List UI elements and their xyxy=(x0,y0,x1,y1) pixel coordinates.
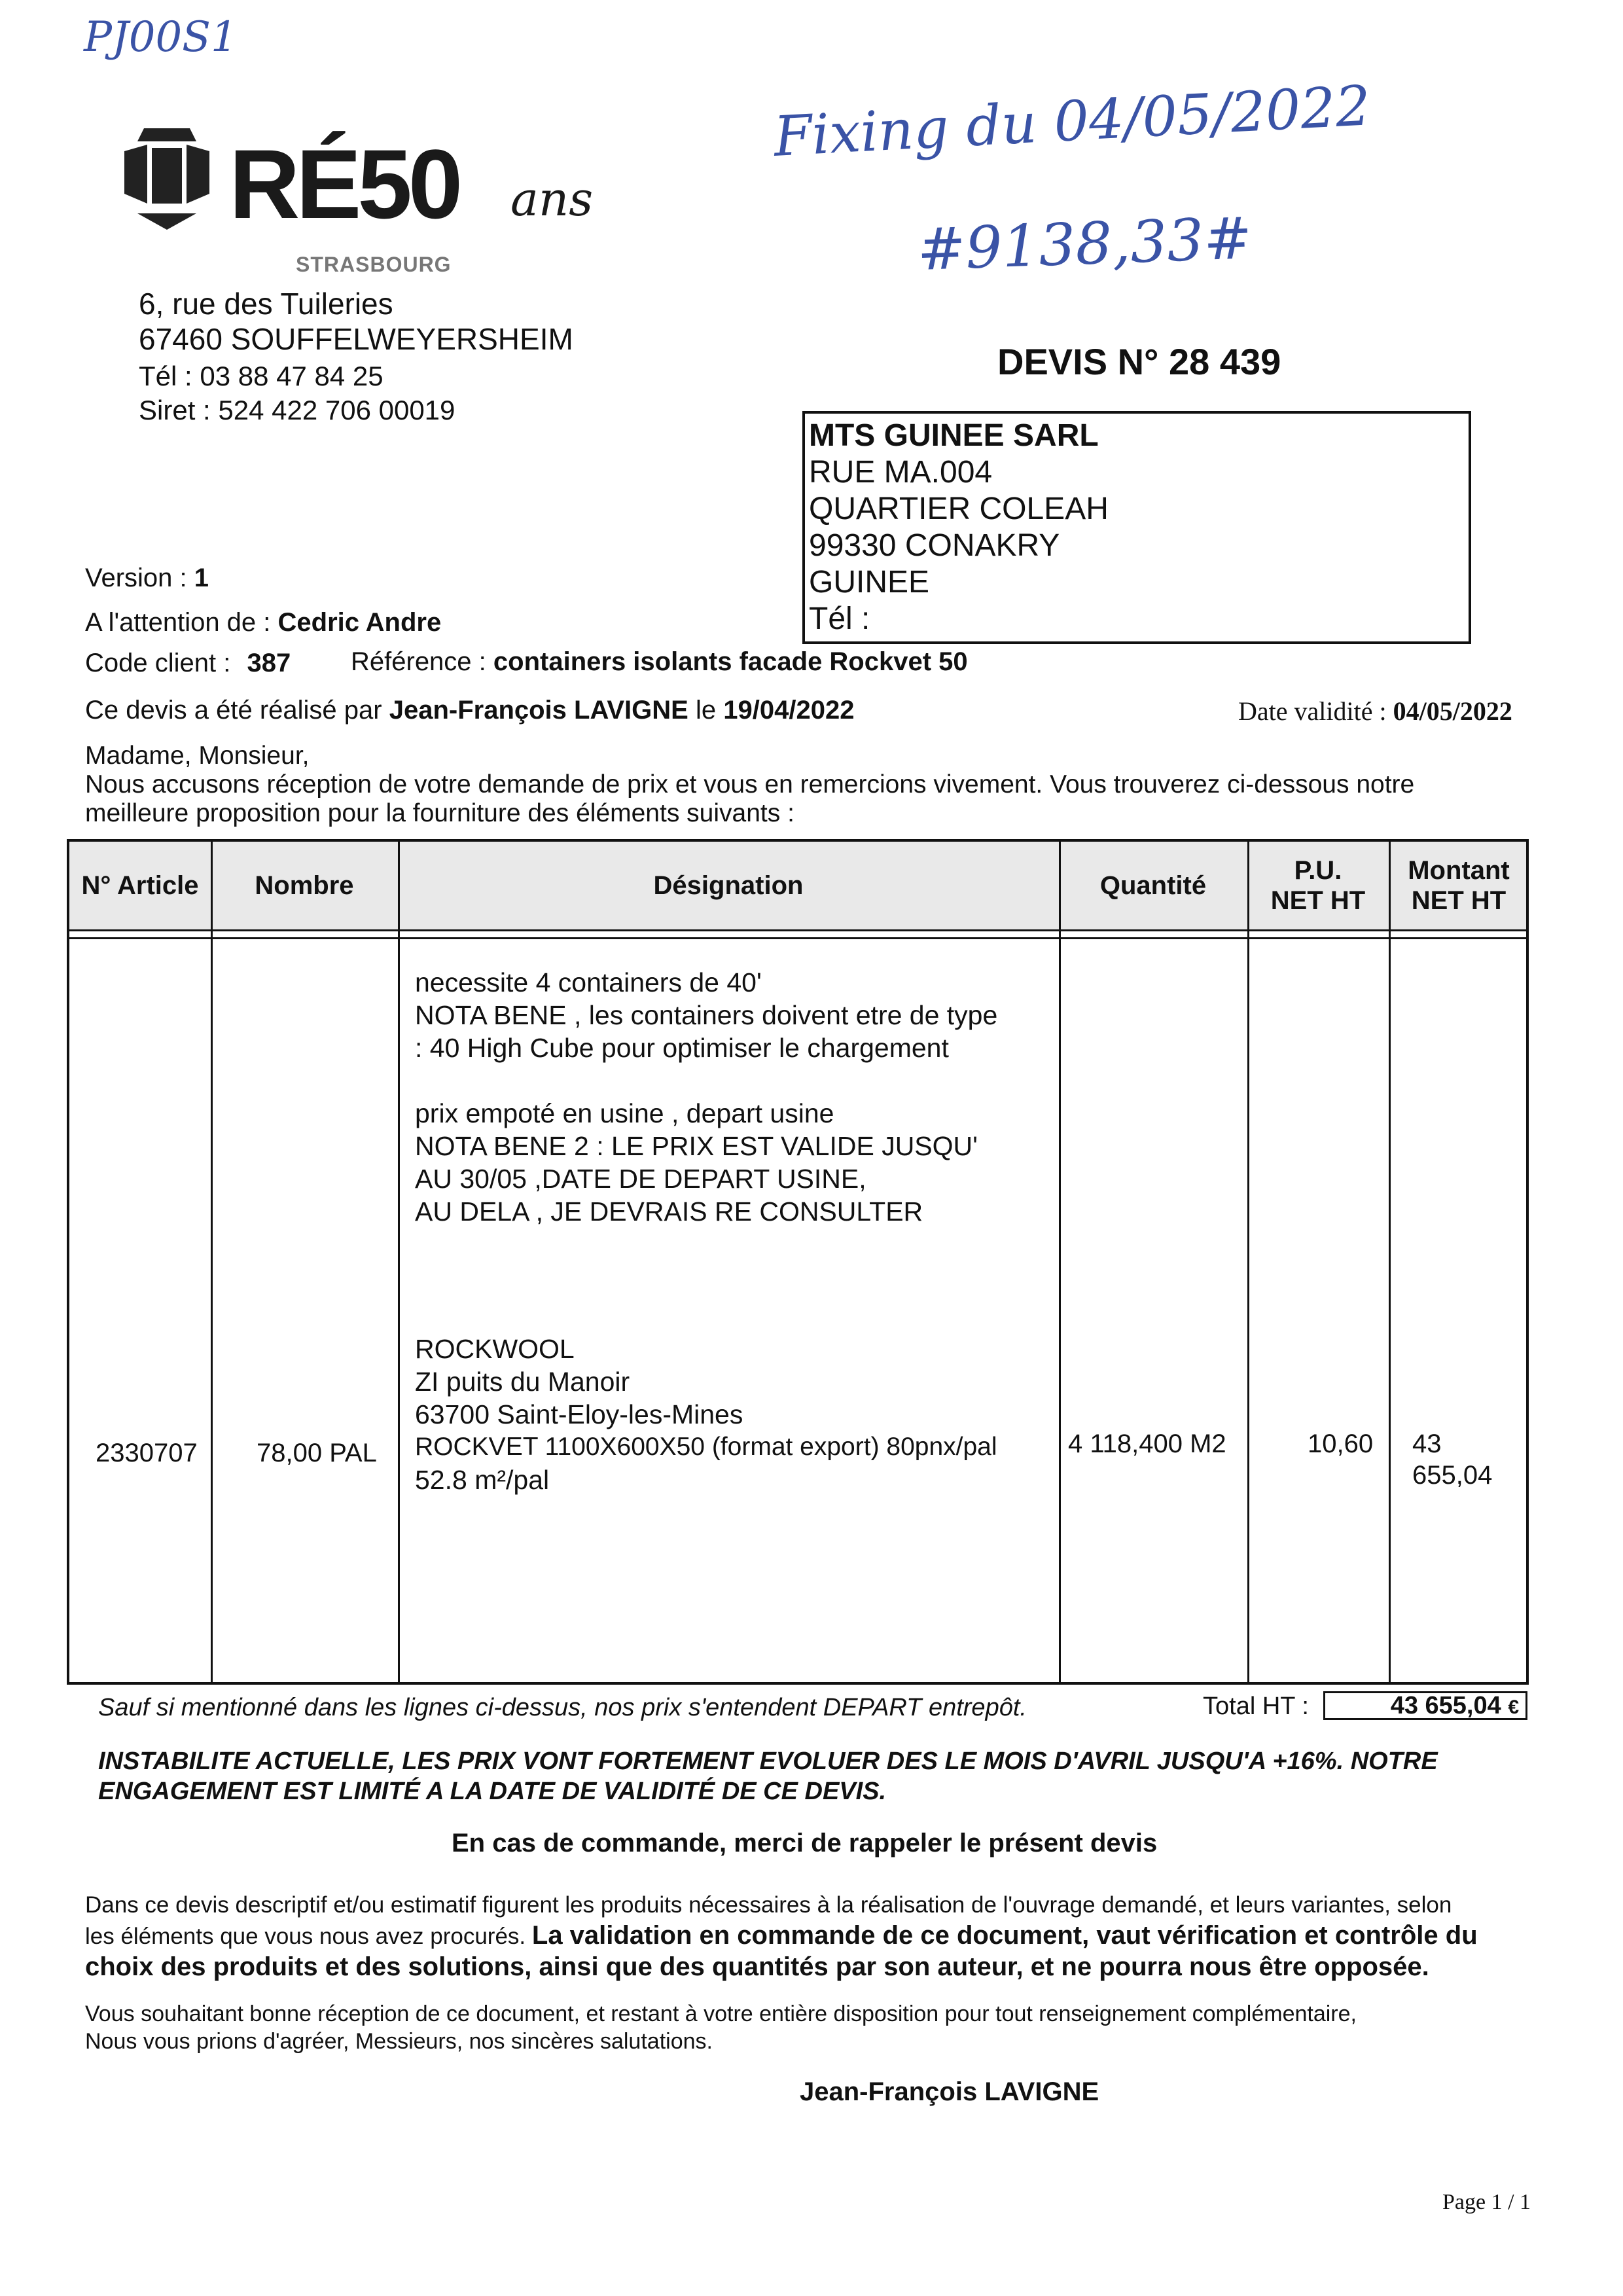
items-table xyxy=(67,839,1529,1685)
company-logo xyxy=(118,122,615,246)
legal-line-3: choix des produits et des solutions, ainsi que des quantités par son auteur, et ne pourra nous être opposée. xyxy=(85,1952,1429,1981)
company-city: 67460 SOUFFELWEYERSHEIM xyxy=(139,322,573,356)
header-nombre: Nombre xyxy=(255,871,354,900)
devis-title: DEVIS N° 28 439 xyxy=(997,341,1281,382)
attention-value: Cedric Andre xyxy=(277,608,442,637)
client-code-line xyxy=(85,645,291,681)
header-pu-line-1: P.U. xyxy=(1294,856,1342,885)
note-line: prix empoté en usine , depart usine xyxy=(415,1098,834,1128)
note-line: necessite 4 containers de 40' xyxy=(415,967,762,997)
row-montant: 43 655,04 xyxy=(1412,1429,1493,1490)
header-montant-line-1: Montant xyxy=(1408,856,1510,885)
author-le: le xyxy=(695,696,717,725)
total-currency: € xyxy=(1508,1696,1519,1718)
reference-label: Référence : xyxy=(351,647,486,676)
handwritten-fixing-note: Fixing du 04/05/2022 xyxy=(772,73,1372,169)
legal-line-2 xyxy=(85,1920,1538,1952)
header-designation: Désignation xyxy=(653,871,804,900)
closing-line-2: Nous vous prions d'agréer, Messieurs, nos sincères salutations. xyxy=(85,2029,713,2054)
price-mention: Sauf si mentionné dans les lignes ci-dessus, nos prix s'entendent DEPART entrepôt. xyxy=(98,1694,1027,1721)
client-district: QUARTIER COLEAH xyxy=(809,492,1109,526)
company-phone: Tél : 03 88 47 84 25 xyxy=(139,361,383,391)
intro-line-1: Nous accusons réception de votre demande de prix et vous en remercions vivement. Vous trouverez ci-dessous notre xyxy=(85,770,1415,798)
header-pu-line-2: NET HT xyxy=(1270,886,1366,915)
note-line: AU DELA , JE DEVRAIS RE CONSULTER xyxy=(415,1196,923,1227)
logo-city: STRASBOURG xyxy=(296,253,452,276)
header-montant xyxy=(1389,842,1529,929)
designation-line: 63700 Saint-Eloy-les-Mines xyxy=(415,1399,743,1429)
note-line: : 40 High Cube pour optimiser le chargement xyxy=(415,1033,949,1063)
validity-line xyxy=(1238,695,1512,728)
client-address-box xyxy=(802,411,1471,644)
designation-line: ZI puits du Manoir xyxy=(415,1367,630,1397)
company-street: 6, rue des Tuileries xyxy=(139,287,393,321)
client-street: RUE MA.004 xyxy=(809,455,993,490)
designation-line: ROCKWOOL xyxy=(415,1334,575,1364)
row-designation xyxy=(415,1333,1056,1496)
closing-text xyxy=(85,2000,1357,2055)
designation-line: ROCKVET 1100X600X50 (format export) 80pnx/pal xyxy=(415,1433,997,1461)
row-pu: 10,60 xyxy=(1308,1429,1374,1458)
client-city: 99330 CONAKRY xyxy=(809,528,1060,563)
client-code-value: 387 xyxy=(247,649,291,677)
validity-label: Date validité : xyxy=(1238,696,1387,726)
handwritten-amount: #9138,33# xyxy=(916,204,1253,283)
handwritten-reference: PJ00S1 xyxy=(84,13,238,62)
reference-value: containers isolants facade Rockvet 50 xyxy=(493,647,968,676)
legal-line-2b: La validation en commande de ce document, vaut vérification et contrôle du xyxy=(531,1921,1478,1950)
version-label: Version : xyxy=(85,564,187,592)
company-siret: Siret : 524 422 706 00019 xyxy=(139,395,455,425)
order-recall-note: En cas de commande, merci de rappeler le présent devis xyxy=(452,1829,1158,1857)
header-article: N° Article xyxy=(81,871,199,900)
designation-notes xyxy=(415,966,1056,1228)
note-line: NOTA BENE , les containers doivent etre de type xyxy=(415,1000,998,1030)
designation-line: 52.8 m²/pal xyxy=(415,1465,550,1495)
note-line: AU 30/05 ,DATE DE DEPART USINE, xyxy=(415,1164,866,1194)
attention-label: A l'attention de : xyxy=(85,608,271,637)
signature-name: Jean-François LAVIGNE xyxy=(800,2077,1099,2106)
row-nombre: 78,00 PAL xyxy=(257,1439,377,1467)
logo-cube-icon xyxy=(118,122,216,233)
attention-line xyxy=(85,605,441,640)
row-quantite: 4 118,400 M2 xyxy=(1068,1429,1226,1458)
note-line: NOTA BENE 2 : LE PRIX EST VALIDE JUSQU' xyxy=(415,1131,978,1161)
logo-wordmark: RÉ50 xyxy=(229,129,459,239)
legal-text xyxy=(85,1890,1538,1982)
validity-value: 04/05/2022 xyxy=(1393,696,1512,726)
price-warning-line-1: INSTABILITE ACTUELLE, LES PRIX VONT FORTEMENT EVOLUER DES LE MOIS D'AVRIL JUSQU'A +16%. NOTRE xyxy=(98,1748,1438,1775)
total-value-box xyxy=(1323,1691,1527,1720)
client-code-label: Code client : xyxy=(85,649,231,677)
total-value: 43 655,04 xyxy=(1390,1692,1501,1719)
client-name: MTS GUINEE SARL xyxy=(809,418,1099,453)
author-prefix: Ce devis a été réalisé par xyxy=(85,696,382,725)
legal-line-1: Dans ce devis descriptif et/ou estimatif figurent les produits nécessaires à la réalisation de l'ouvrage demandé, et leurs variantes, selon xyxy=(85,1892,1452,1918)
header-montant-line-2: NET HT xyxy=(1411,886,1507,915)
reference-line xyxy=(351,644,968,679)
logo-suffix: ans xyxy=(510,171,594,226)
total-label: Total HT : xyxy=(1203,1693,1309,1720)
version-line xyxy=(85,560,209,596)
legal-line-2a: les éléments que vous nous avez procurés. xyxy=(85,1924,526,1949)
page-number: Page 1 / 1 xyxy=(1442,2190,1531,2214)
author-date: 19/04/2022 xyxy=(723,696,855,725)
price-warning-line-2: ENGAGEMENT EST LIMITÉ A LA DATE DE VALIDITÉ DE CE DEVIS. xyxy=(98,1778,887,1805)
intro-greeting: Madame, Monsieur, xyxy=(85,742,310,770)
row-article: 2330707 xyxy=(96,1439,198,1467)
client-country: GUINEE xyxy=(809,565,930,600)
client-phone: Tél : xyxy=(809,601,870,636)
closing-line-1: Vous souhaitant bonne réception de ce document, et restant à votre entière disposition pour tout renseignement complémentaire, xyxy=(85,2001,1357,2026)
note-line xyxy=(415,1064,1056,1097)
author-name: Jean-François LAVIGNE xyxy=(389,696,688,725)
header-quantite: Quantité xyxy=(1099,871,1207,900)
header-pu xyxy=(1247,842,1389,929)
version-value: 1 xyxy=(194,564,209,592)
author-line xyxy=(85,692,854,728)
intro-line-2: meilleure proposition pour la fourniture des éléments suivants : xyxy=(85,799,794,827)
